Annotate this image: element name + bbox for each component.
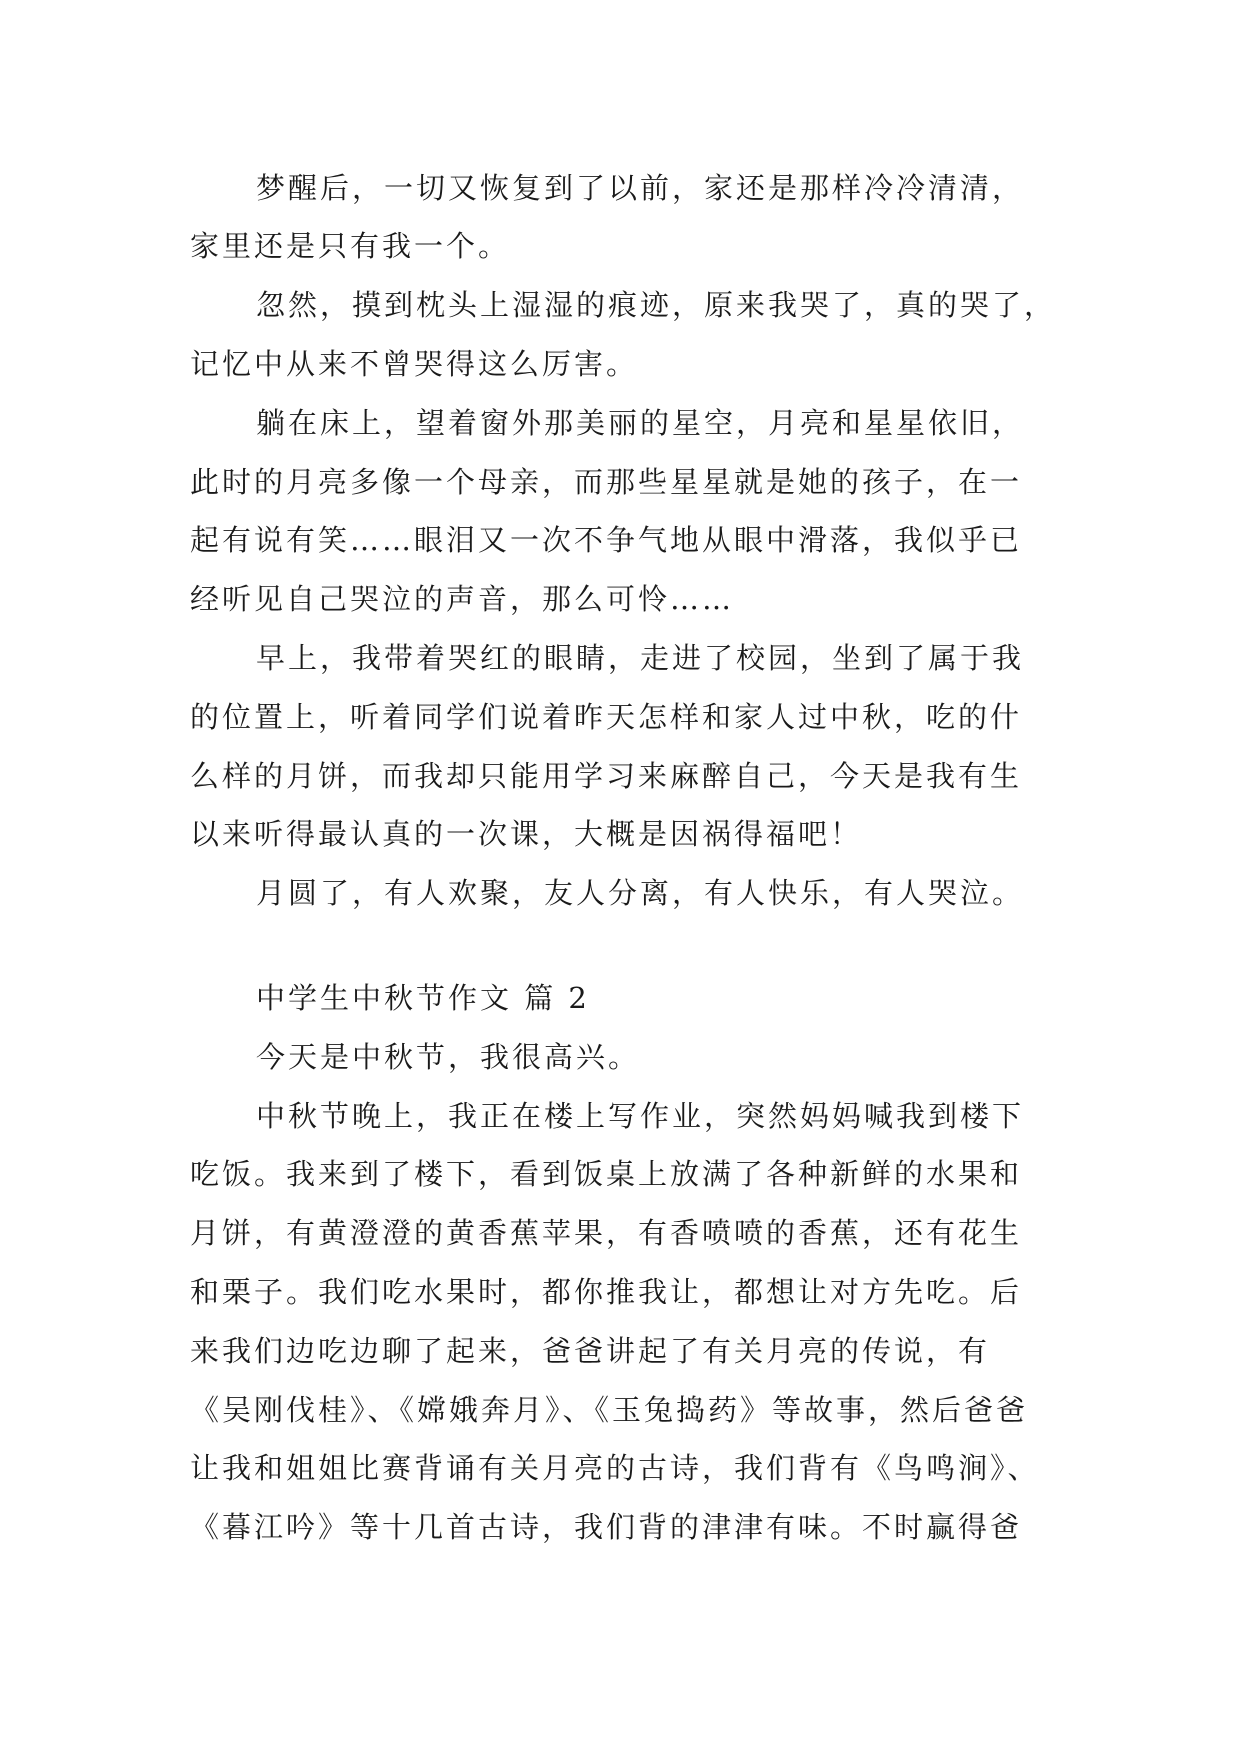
text-line: 和栗子。我们吃水果时，都你推我让，都想让对方先吃。后: [190, 1275, 1023, 1309]
text-line: 忽然，摸到枕头上湿湿的痕迹，原来我哭了，真的哭了，: [256, 288, 1057, 322]
text-line: 今天是中秋节，我很高兴。: [256, 1040, 641, 1074]
text-line: 月圆了，有人欢聚，友人分离，有人快乐，有人哭泣。: [256, 876, 1025, 910]
text-line: 的位置上，听着同学们说着昨天怎样和家人过中秋，吃的什: [190, 700, 1023, 734]
text-line: 家里还是只有我一个。: [190, 229, 511, 263]
text-line: 月饼，有黄澄澄的黄香蕉苹果，有香喷喷的香蕉，还有花生: [190, 1216, 1023, 1250]
text-line: 来我们边吃边聊了起来，爸爸讲起了有关月亮的传说，有: [190, 1334, 991, 1368]
text-line: 么样的月饼，而我却只能用学习来麻醉自己，今天是我有生: [190, 759, 1023, 793]
text-line: 早上，我带着哭红的眼睛，走进了校园，坐到了属于我: [256, 641, 1025, 675]
text-line: 躺在床上，望着窗外那美丽的星空，月亮和星星依旧，: [256, 406, 1025, 440]
text-line: 此时的月亮多像一个母亲，而那些星星就是她的孩子，在一: [190, 465, 1023, 499]
text-line: 记忆中从来不曾哭得这么厉害。: [190, 347, 639, 381]
text-line: 中秋节晚上，我正在楼上写作业，突然妈妈喊我到楼下: [256, 1099, 1025, 1133]
text-line: 让我和姐姐比赛背诵有关月亮的古诗，我们背有《鸟鸣涧》、: [190, 1451, 1040, 1485]
text-line: 梦醒后，一切又恢复到了以前，家还是那样冷冷清清，: [256, 171, 1025, 205]
text-line: 《暮江吟》等十几首古诗，我们背的津津有味。不时赢得爸: [190, 1510, 1023, 1544]
text-line: 《吴刚伐桂》、《嫦娥奔月》、《玉兔捣药》等故事，然后爸爸: [190, 1393, 1029, 1427]
text-line: 经听见自己哭泣的声音，那么可怜……: [190, 582, 735, 616]
text-line: 以来听得最认真的一次课，大概是因祸得福吧！: [190, 817, 863, 851]
section-heading: 中学生中秋节作文 篇 2: [256, 981, 590, 1015]
text-line: 起有说有笑……眼泪又一次不争气地从眼中滑落，我似乎已: [190, 523, 1023, 557]
text-line: 吃饭。我来到了楼下，看到饭桌上放满了各种新鲜的水果和: [190, 1157, 1023, 1191]
